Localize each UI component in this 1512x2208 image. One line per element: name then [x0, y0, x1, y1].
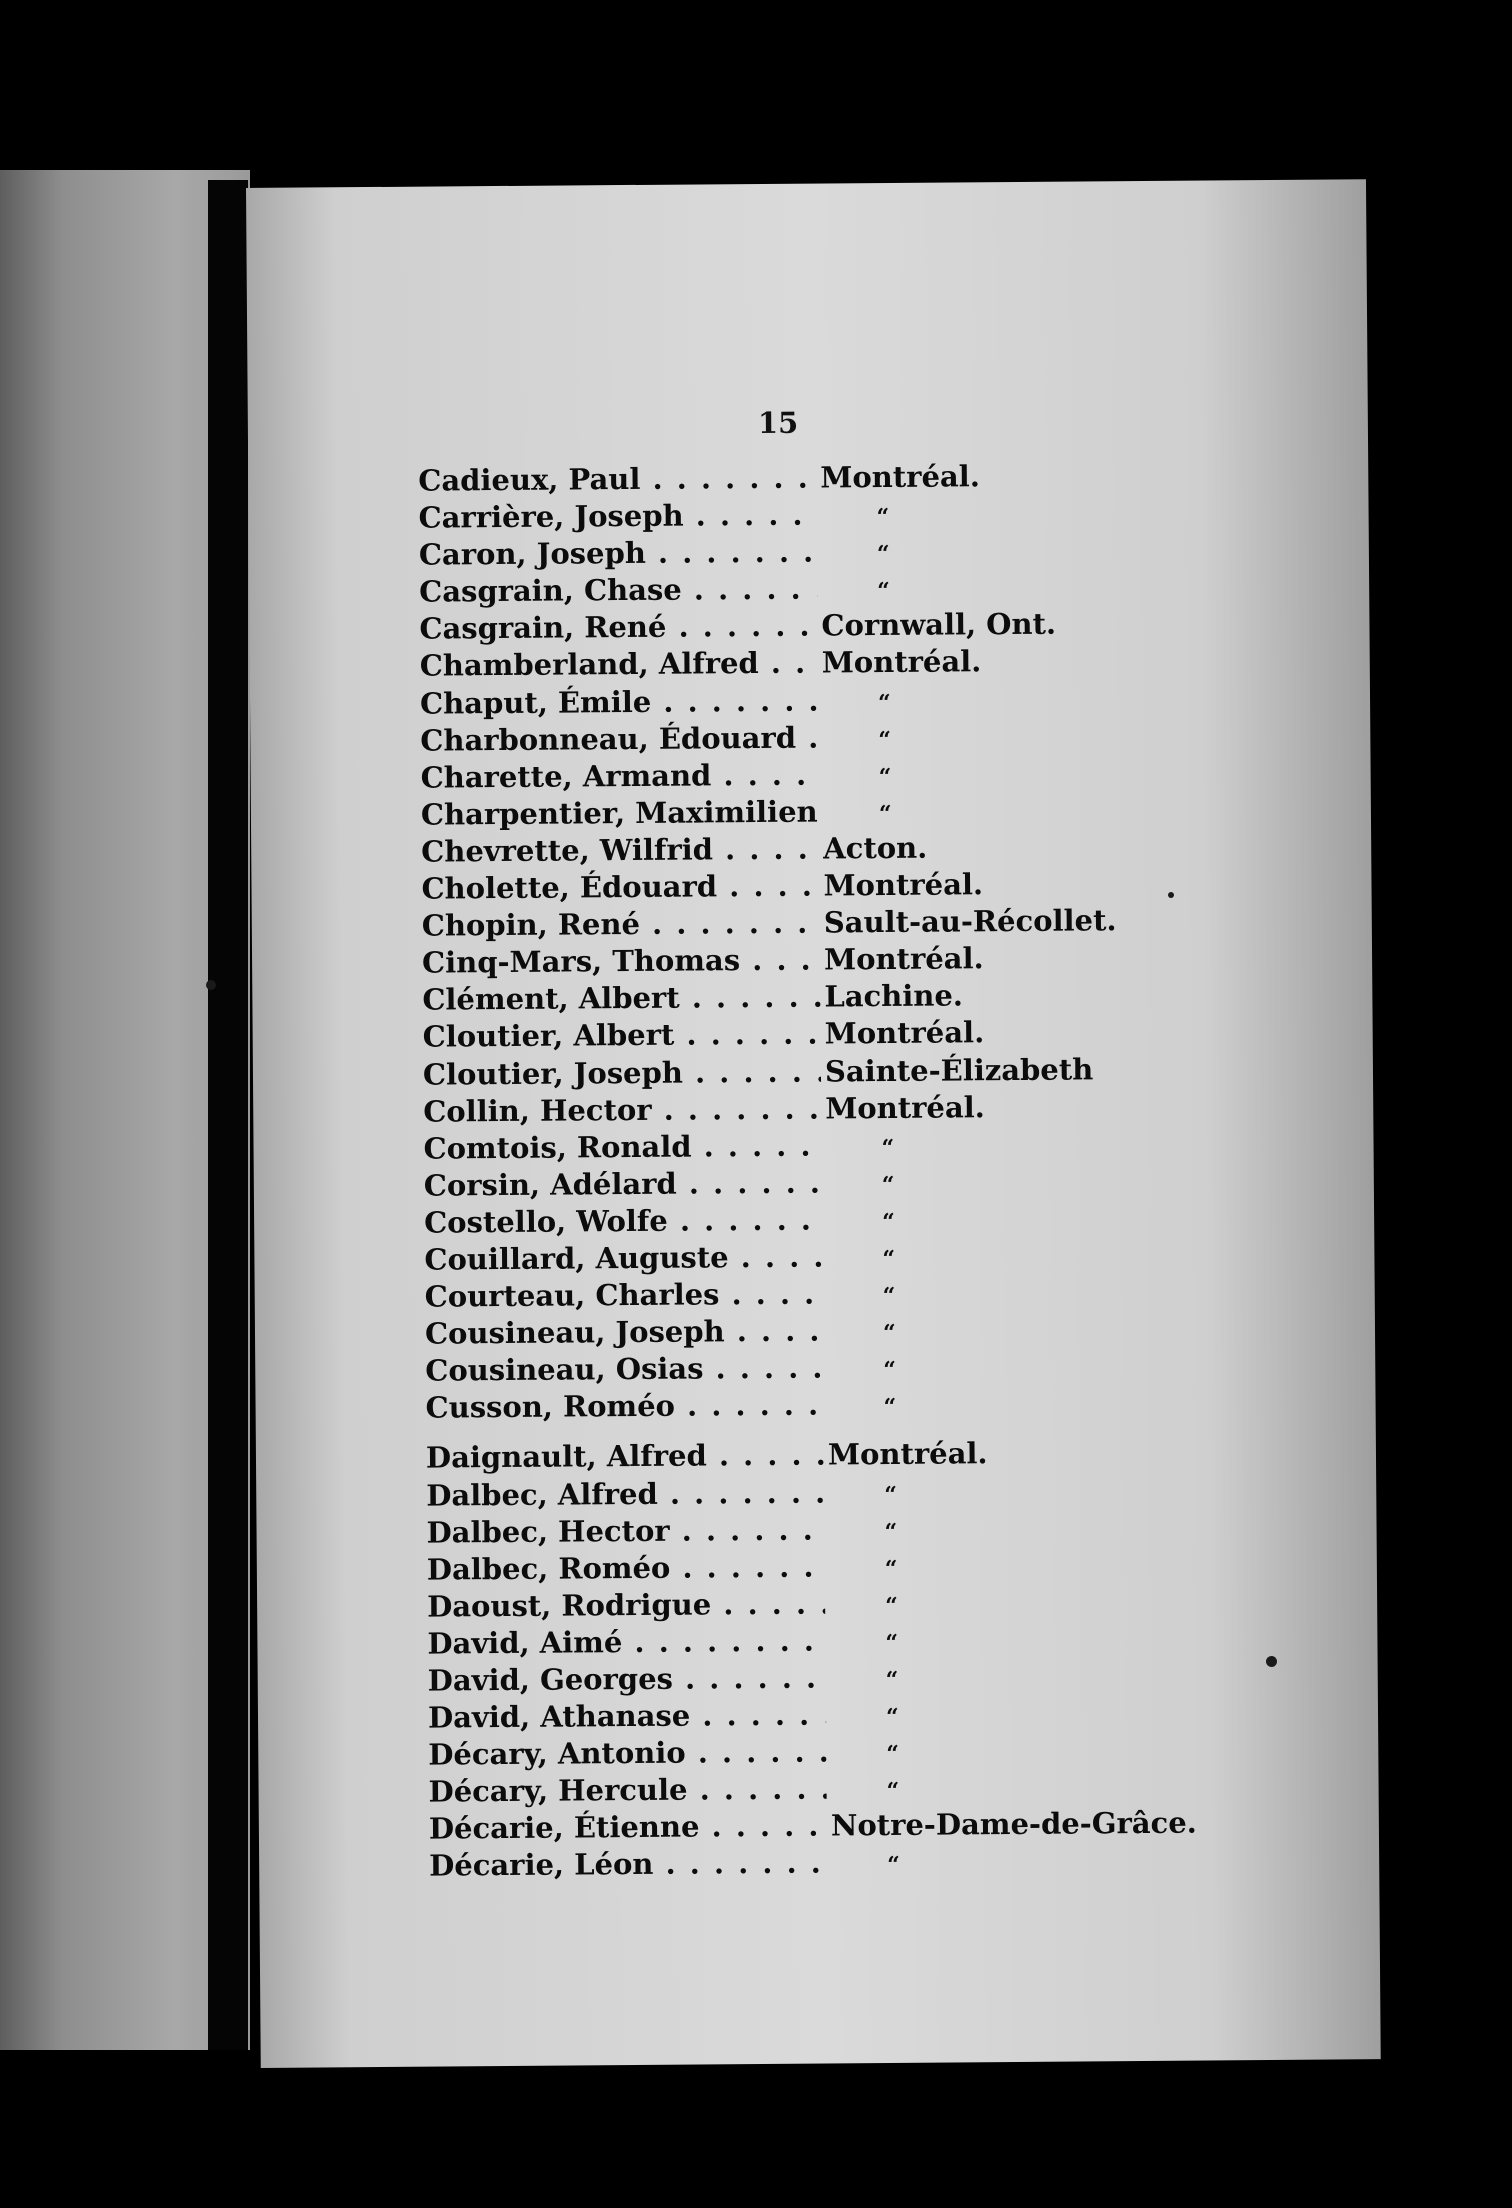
entry-place: Montréal.: [825, 1089, 985, 1126]
entry-place: “: [886, 1741, 900, 1768]
entry-place: Acton.: [823, 830, 928, 866]
entry-place: “: [886, 1778, 900, 1805]
entry-name: David, Aimé . . .: [427, 1622, 825, 1662]
entry-place: Montréal.: [823, 867, 984, 903]
right-page: [246, 179, 1381, 2068]
entry-place: “: [885, 1704, 899, 1731]
entry-place: “: [885, 1592, 898, 1619]
list-item: [429, 1804, 1329, 1848]
entry-place: Montréal.: [823, 941, 984, 977]
entry-name: Chamberland, Alfred . . .: [420, 645, 818, 685]
entry-name: Chevrette, Wilfrid . . .: [421, 830, 819, 870]
entry-name: Daignault, Alfred . . .: [426, 1437, 824, 1477]
entry-name: Courteau, Charles . . .: [425, 1276, 823, 1316]
entry-name: Charpentier, Maximilien . . .: [421, 793, 819, 833]
entry-place: Sault-au-Récollet.: [823, 903, 1117, 940]
entry-name: Cholette, Édouard . . .: [421, 868, 819, 908]
entry-name: Dalbec, Hector . . .: [426, 1511, 824, 1551]
entry-place: “: [876, 541, 890, 568]
entry-place: Montréal.: [827, 1436, 988, 1472]
entry-place: “: [882, 1245, 896, 1273]
entry-name: Charbonneau, Édouard . . .: [420, 719, 818, 759]
entry-place: Notre-Dame-de-Grâce.: [830, 1805, 1197, 1843]
entry-place: Sainte-Élizabeth: [824, 1051, 1094, 1088]
entry-name: Cousineau, Joseph . . .: [425, 1313, 823, 1353]
entry-name: Décarie, Léon . . .: [429, 1845, 827, 1885]
name-list: [418, 456, 1329, 1886]
entry-name: Collin, Hector . . .: [423, 1090, 821, 1130]
entry-name: Décarie, Étienne . . .: [429, 1808, 827, 1848]
entry-name: Costello, Wolfe . . .: [424, 1201, 822, 1241]
entry-name: Comtois, Ronald . . .: [423, 1127, 821, 1167]
book-gutter: [208, 180, 248, 2050]
entry-place: “: [887, 1852, 900, 1879]
entry-name: Cousineau, Osias . . .: [425, 1350, 823, 1390]
entry-place: “: [883, 1357, 897, 1384]
entry-place: “: [882, 1282, 896, 1310]
entry-name: Chopin, René . . .: [422, 905, 820, 945]
entry-name: Cinq-Mars, Thomas . . .: [422, 942, 820, 982]
page-number: 15: [757, 405, 799, 440]
entry-name: Corsin, Adélard . . .: [424, 1164, 822, 1204]
entry-place: “: [876, 504, 890, 531]
entry-name: Charette, Armand . . .: [420, 756, 818, 796]
entry-name: David, Georges . . .: [428, 1659, 826, 1699]
entry-name: Casgrain, René . . .: [419, 608, 817, 648]
entry-place: Montréal.: [821, 644, 982, 680]
entry-name: Cadieux, Paul . . .: [418, 460, 816, 500]
entry-name: Caron, Joseph . . .: [419, 534, 817, 574]
ink-speck: [1168, 892, 1174, 898]
entry-name: Cusson, Roméo . . .: [425, 1387, 823, 1427]
entry-place: “: [885, 1629, 899, 1656]
entry-place: “: [878, 763, 892, 790]
entry-place: “: [882, 1208, 895, 1235]
entry-name: Clément, Albert . . .: [422, 979, 820, 1019]
entry-place: “: [884, 1481, 898, 1508]
entry-place: “: [878, 726, 892, 753]
entry-place: Montréal.: [824, 1015, 985, 1051]
ink-speck: [1266, 1656, 1277, 1667]
entry-name: David, Athanase . . .: [428, 1697, 826, 1737]
entry-name: Daoust, Rodrigue . . .: [427, 1585, 825, 1625]
entry-name: Dalbec, Alfred . . .: [426, 1474, 824, 1514]
entry-place: “: [884, 1555, 898, 1582]
entry-place: Cornwall, Ont.: [821, 607, 1057, 643]
list-item: [425, 1383, 1325, 1427]
entry-place: “: [885, 1666, 899, 1694]
entry-name: Couillard, Auguste . . .: [424, 1238, 822, 1278]
entry-place: “: [883, 1394, 897, 1421]
entry-place: “: [881, 1134, 895, 1161]
entry-name: Carrière, Joseph . . .: [418, 497, 816, 537]
entry-name: Décary, Antonio . . .: [428, 1734, 826, 1774]
entry-place: “: [878, 800, 892, 827]
entry-name: Chaput, Émile . . .: [420, 682, 818, 722]
entry-place: Lachine.: [824, 978, 964, 1014]
entry-name: Cloutier, Albert . . .: [423, 1016, 821, 1056]
entry-place: Montréal.: [820, 459, 980, 495]
entry-name: Dalbec, Roméo . . .: [427, 1548, 825, 1588]
list-item: [429, 1841, 1329, 1885]
entry-place: “: [877, 689, 891, 716]
entry-name: Casgrain, Chase . . .: [419, 571, 817, 611]
entry-place: “: [881, 1171, 895, 1198]
entry-place: “: [884, 1518, 898, 1545]
entry-name: Décary, Hercule . . .: [428, 1771, 826, 1811]
entry-place: “: [882, 1320, 896, 1347]
entry-name: Cloutier, Joseph . . .: [423, 1053, 821, 1093]
ink-speck: [206, 980, 216, 990]
entry-place: “: [877, 578, 890, 605]
